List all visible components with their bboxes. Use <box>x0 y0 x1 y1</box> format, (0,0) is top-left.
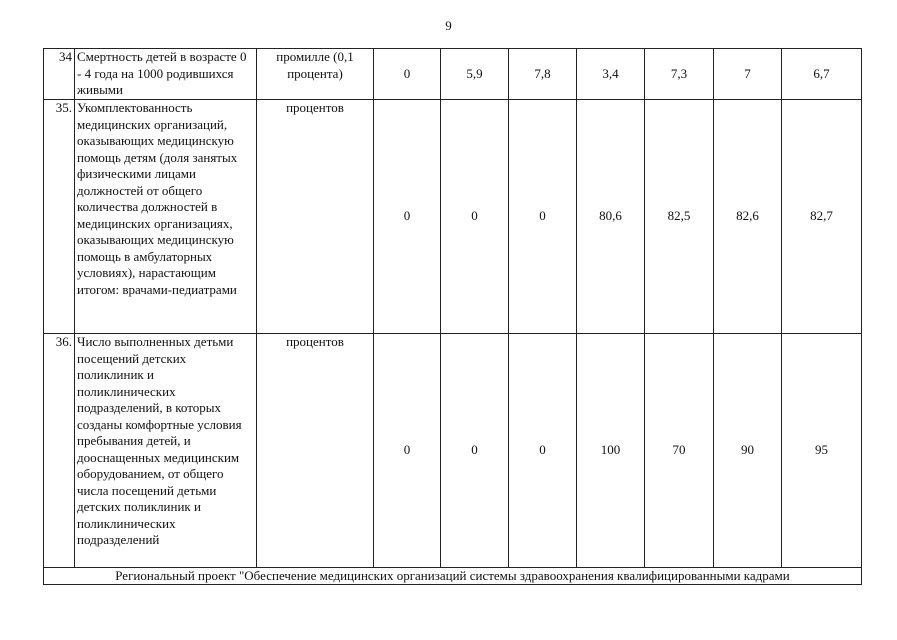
table-row <box>44 49 862 100</box>
value-cell: 90 <box>714 334 782 568</box>
table-row <box>44 100 862 334</box>
value-cell: 5,9 <box>441 49 509 100</box>
value-cell: 7,3 <box>645 49 714 100</box>
value-cell: 80,6 <box>577 100 645 334</box>
table-row <box>44 568 862 585</box>
unit-of-measure: промилле (0,1 процента) <box>257 49 374 100</box>
unit-of-measure: процентов <box>257 100 374 334</box>
value-cell: 0 <box>441 334 509 568</box>
row-number: 35. <box>44 100 75 334</box>
value-cell: 0 <box>509 334 577 568</box>
regional-project-heading: Региональный проект "Обеспечение медицинских организаций системы здравоохранения квалифицированными кадрами <box>44 568 862 585</box>
value-cell: 0 <box>374 100 441 334</box>
unit-of-measure: процентов <box>257 334 374 568</box>
value-cell: 82,7 <box>782 100 862 334</box>
row-number: 34 <box>44 49 75 100</box>
value-cell: 0 <box>374 334 441 568</box>
value-cell: 100 <box>577 334 645 568</box>
indicator-name: Смертность детей в возрасте 0 - 4 года на 1000 родившихся живыми <box>75 49 257 100</box>
value-cell: 0 <box>374 49 441 100</box>
value-cell: 95 <box>782 334 862 568</box>
value-cell: 70 <box>645 334 714 568</box>
row-number: 36. <box>44 334 75 568</box>
page-number: 9 <box>445 18 452 33</box>
value-cell: 82,6 <box>714 100 782 334</box>
value-cell: 0 <box>441 100 509 334</box>
indicator-name: Укомплектованность медицинских организаций, оказывающих медицинскую помощь детям (доля занятых физическими лицами должностей от общего количества должностей в медицинских организациях, оказывающих медицинскую помощь в амбулаторных условиях), нарастающим итогом: врачами-педиатрами <box>75 100 257 334</box>
value-cell: 7,8 <box>509 49 577 100</box>
value-cell: 0 <box>509 100 577 334</box>
value-cell: 7 <box>714 49 782 100</box>
table-row <box>44 334 862 568</box>
value-cell: 3,4 <box>577 49 645 100</box>
value-cell: 82,5 <box>645 100 714 334</box>
indicators-table <box>43 48 862 585</box>
value-cell: 6,7 <box>782 49 862 100</box>
indicator-name: Число выполненных детьми посещений детских поликлиник и поликлинических подразделений, в которых созданы комфортные условия пребывания детей, и дооснащенных медицинским оборудованием, от общего числа посещений детьми детских поликлиник и поликлинических подразделений <box>75 334 257 568</box>
